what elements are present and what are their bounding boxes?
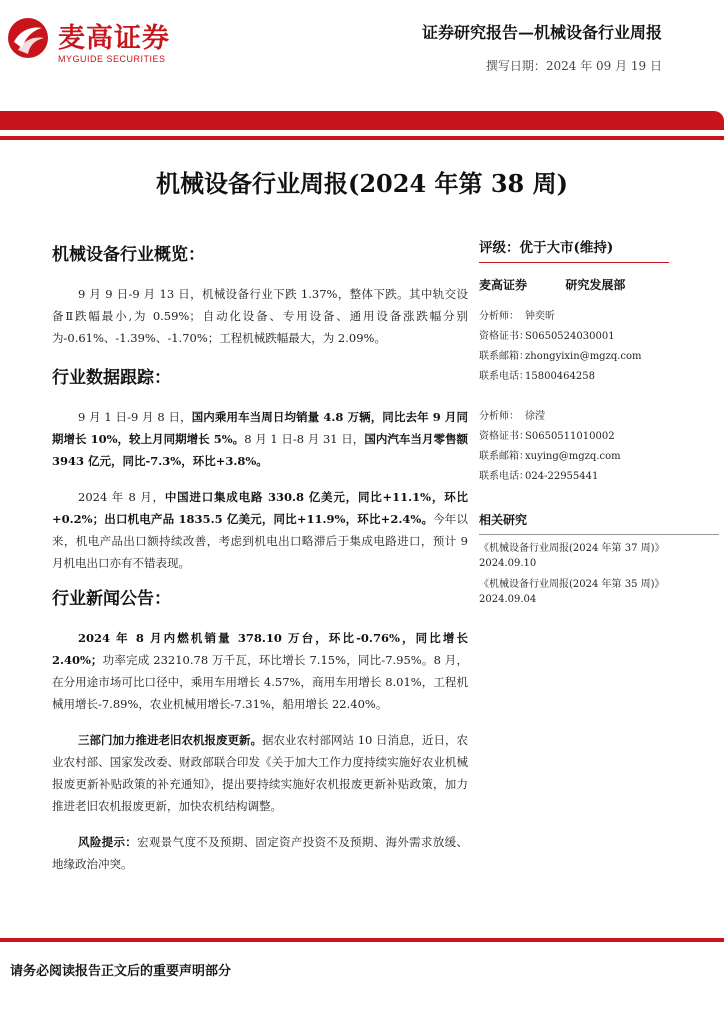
bold-text: 2024 年 8 月内燃机销量 378.10 万台，环比-0.76%，同比增长 2.40%；	[52, 631, 468, 667]
analyst-email[interactable]	[479, 347, 719, 367]
bold-text: 三部门加力推进老旧农机报废更新。	[78, 733, 263, 747]
related-research-list	[479, 541, 719, 607]
footer-red-line	[0, 938, 724, 942]
analyst-email[interactable]	[479, 447, 719, 467]
analyst-phone	[479, 467, 719, 487]
dept-firm: 麦高证券	[479, 278, 528, 292]
text: 9 月 9 日-9 月 13 日，机械设备行业下跌 1.37%，整体下跌。其中轨交设备Ⅱ跌幅最小,为 0.59%；自动化设备、专用设备、通用设备涨跌幅分别为-0.61%、-1.39%、-1.70%；工程机械跌幅最大，为 2.09%。	[52, 287, 468, 345]
section-heading: 机械设备行业概览：	[52, 245, 205, 265]
text: 2024 年 8 月，	[78, 490, 165, 504]
field-value: S0650524030001	[525, 331, 615, 342]
bold-text: 风险提示：	[78, 835, 138, 849]
field-label: 联系邮箱：	[479, 351, 529, 362]
bold-text: 国内汽车当月零售额 3943 亿元，同比-7.3%，环比+3.8%。	[52, 432, 469, 468]
header-red-line	[0, 136, 724, 140]
related-report-link[interactable]	[479, 577, 719, 607]
analyst-card	[479, 407, 719, 487]
footer-disclaimer: 请务必阅读报告正文后的重要声明部分	[10, 964, 232, 979]
field-label: 联系电话：	[479, 371, 529, 382]
analyst-name	[479, 307, 719, 327]
related-report-title: 《机械设备行业周报(2024 年第 37 周)》	[479, 543, 665, 554]
paragraph	[52, 406, 468, 472]
sidebar	[479, 236, 719, 607]
text: 8 月 1 日-8 月 31 日，	[244, 432, 365, 446]
field-value: xuying@mgzq.com	[525, 451, 621, 462]
analyst-cert	[479, 427, 719, 447]
related-report-date: 2024.09.10	[479, 558, 537, 569]
paragraph	[52, 486, 468, 574]
analyst-list	[479, 307, 719, 487]
text: 今年以来，机电产品出口额持续改善，考虑到机电出口略滞后于集成电路进口，预计 9 月机电出口亦有不错表现。	[52, 512, 468, 570]
brand-logo	[6, 14, 206, 70]
report-title: 机械设备行业周报(2024 年第 38 周)	[156, 169, 568, 198]
field-value: zhongyixin@mgzq.com	[525, 351, 642, 362]
field-value: 钟奕昕	[525, 311, 555, 322]
header-date: 撰写日期：2024 年 09 月 19 日	[485, 59, 662, 73]
paragraph	[52, 283, 468, 349]
header-title: 证券研究报告—机械设备行业周报	[421, 23, 662, 42]
section-heading: 行业数据跟踪：	[52, 368, 171, 388]
brand-logo-icon	[6, 16, 50, 60]
header-red-band	[0, 111, 724, 130]
field-value: 024-22955441	[525, 471, 599, 482]
department	[479, 276, 719, 293]
field-label: 联系邮箱：	[479, 451, 529, 462]
paragraph	[52, 729, 468, 817]
related-report-title: 《机械设备行业周报(2024 年第 35 周)》	[479, 579, 665, 590]
field-label: 分析师：	[479, 411, 519, 422]
brand-name-en: MYGUIDE SECURITIES	[58, 54, 166, 64]
field-label: 分析师：	[479, 311, 519, 322]
section-heading: 行业新闻公告：	[52, 589, 171, 609]
paragraph	[52, 627, 468, 715]
rating: 评级：优于大市(维持)	[479, 236, 669, 263]
field-value: S0650511010002	[525, 431, 615, 442]
field-label: 联系电话：	[479, 471, 529, 482]
field-value: 15800464258	[525, 371, 595, 382]
related-research-heading: 相关研究	[479, 511, 719, 535]
field-label: 资格证书：	[479, 431, 529, 442]
bold-text: 国内乘用车当周日均销量 4.8 万辆，同比去年 9 月同期增长 10%，较上月同期增长 5%。	[52, 410, 468, 446]
related-report-date: 2024.09.04	[479, 594, 537, 605]
analyst-card	[479, 307, 719, 387]
report-body	[52, 240, 468, 875]
text: 功率完成 23210.78 万千瓦，环比增长 7.15%，同比-7.95%。8 月，在分用途市场可比口径中，乘用车用增长 4.57%，商用车用增长 8.01%，工程机械用增长-7.89%，农业机械用增长-7.31%，船用增长 22.40%。	[52, 653, 468, 711]
paragraph	[52, 831, 468, 875]
field-value: 徐滢	[525, 411, 545, 422]
related-report-link[interactable]	[479, 541, 719, 571]
field-label: 资格证书：	[479, 331, 529, 342]
analyst-cert	[479, 327, 719, 347]
text: 宏观景气度不及预期、固定资产投资不及预期、海外需求放缓、地缘政治冲突。	[52, 835, 468, 871]
text: 9 月 1 日-9 月 8 日，	[78, 410, 192, 424]
brand-name-cn: 麦高证券	[58, 23, 170, 54]
analyst-phone	[479, 367, 719, 387]
text: 据农业农村部网站 10 日消息，近日，农业农村部、国家发改委、财政部联合印发《关于加大工作力度持续实施好农业机械报废更新补贴政策的补充通知》，提出要持续实施好农机报废更新补贴政策，加力推进老旧农机报废更新，加快农机结构调整。	[52, 733, 468, 813]
analyst-name	[479, 407, 719, 427]
bold-text: 中国进口集成电路 330.8 亿美元，同比+11.1%，环比+0.2%；出口机电产品 1835.5 亿美元，同比+11.9%，环比+2.4%。	[52, 490, 468, 526]
dept-name: 研究发展部	[565, 278, 626, 292]
